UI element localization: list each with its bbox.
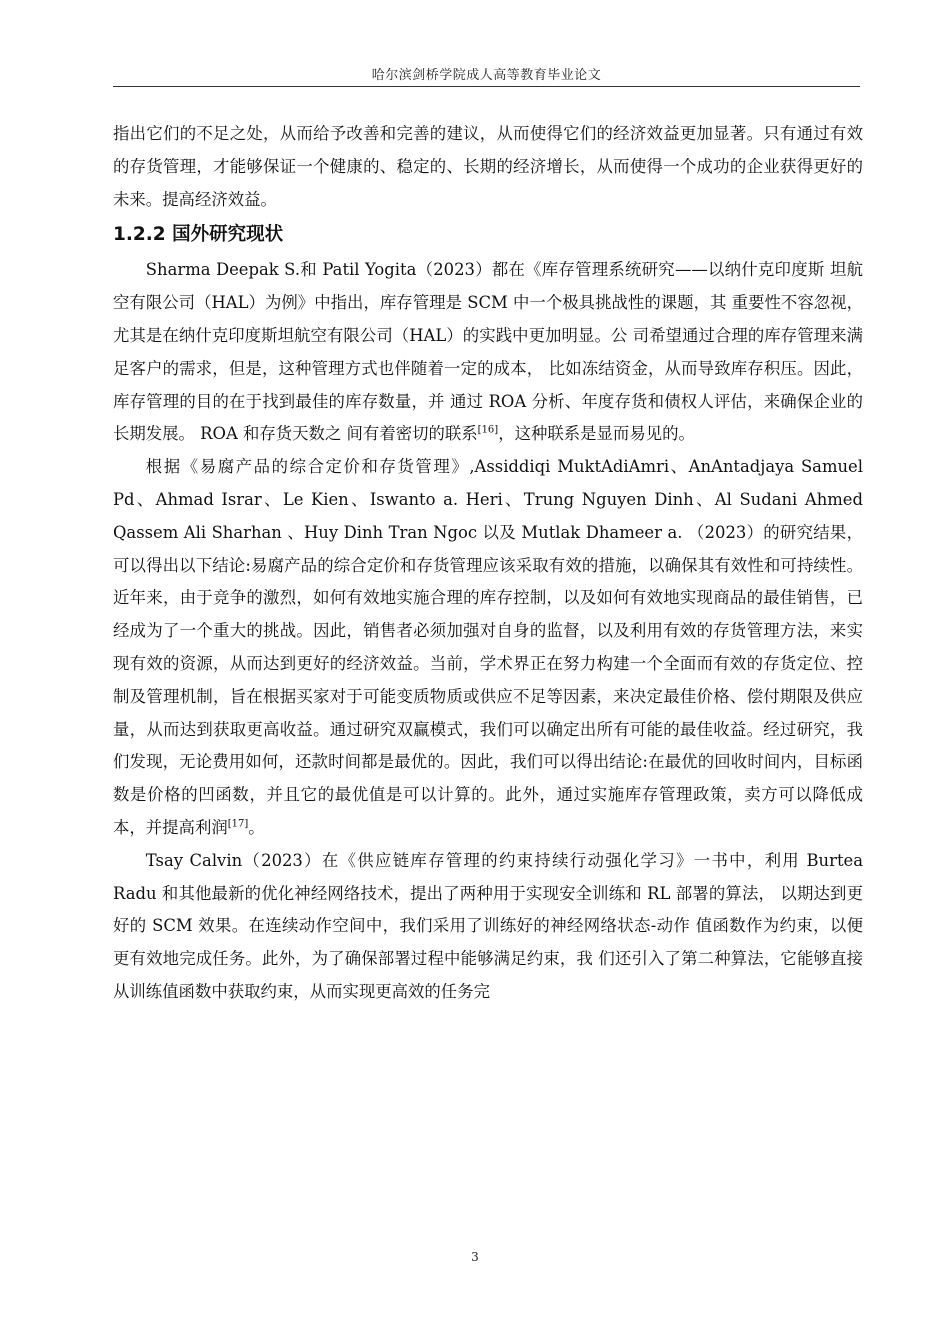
citation-16: [16]	[477, 424, 499, 436]
paragraph-assiddiqi-text: 根据《易腐产品的综合定价和存货管理》,Assiddiqi MuktAdiAmri、AnAntadjaya Samuel Pd、Ahmad Israr、Le Kien、Iswanto a. Heri、Trung Nguyen Dinh、Al Sudani Ahmed Qassem Ali Sharhan 、Huy Dinh Tran Ngoc 以及 Mutlak Dhameer a. （2023）的研究结果，可以得出以下结论:易腐产品的综合定价和存货管理应该采取有效的措施，以确保其有效性和可持续性。近年来，由于竞争的激烈，如何有效地实施合理的库存控制，以及如何有效地实现商品的最佳销售，已经成为了一个重大的挑战。因此，销售者必须加强对自身的监督，以及利用有效的存货管理方法，来实现有效的资源，从而达到更好的经济效益。当前，学术界正在努力构建一个全面而有效的存货定位、控制及管理机制，旨在根据买家对于可能变质物质或供应不足等因素，来决定最佳价格、偿付期限及供应量，从而达到获取更高收益。通过研究双赢模式，我们可以确定出所有可能的最佳收益。经过研究，我们发现，无论费用如何，还款时间都是最优的。因此，我们可以得出结论:在最优的回收时间内，目标函数是价格的凹函数，并且它的最优值是可以计算的。此外，通过实施库存管理政策，卖方可以降低成本，并提高利润	[113, 457, 863, 837]
paragraph-sharma	[113, 254, 863, 451]
paragraph-continued: 指出它们的不足之处，从而给予改善和完善的建议，从而使得它们的经济效益更加显著。只有通过有效的存货管理，才能够保证一个健康的、稳定的、长期的经济增长，从而使得一个成功的企业获得更好的未来。提高经济效益。	[113, 124, 863, 209]
paragraph-sharma-text: Sharma Deepak S.和 Patil Yogita（2023）都在《库存管理系统研究——以纳什克印度斯 坦航空有限公司（HAL）为例》中指出，库存管理是 SCM 中一个极具挑战性的课题，其 重要性不容忽视，尤其是在纳什克印度斯坦航空有限公司（HAL）的实践中更加明显。公 司希望通过合理的库存管理来满足客户的需求，但是，这种管理方式也伴随着一定的成本， 比如冻结资金，从而导致库存积压。因此，库存管理的目的在于找到最佳的库存数量，并 通过 ROA 分析、年度存货和债权人评估，来确保企业的长期发展。 ROA 和存货天数之 间有着密切的联系	[113, 260, 863, 444]
page-number: 3	[471, 1250, 479, 1264]
running-header: 哈尔滨剑桥学院成人高等教育毕业论文	[371, 68, 602, 83]
citation-17: [17]	[227, 818, 249, 830]
header-rule	[113, 86, 860, 87]
body-text	[113, 118, 863, 1009]
paragraph-assiddiqi-tail: 。	[248, 817, 265, 837]
paragraph-tsay: Tsay Calvin（2023）在《供应链库存管理的约束持续行动强化学习》一书中，利用 Burtea Radu 和其他最新的优化神经网络技术，提出了两种用于实现安全训练和 RL 部署的算法， 以期达到更好的 SCM 效果。在连续动作空间中，我们采用了训练好的神经网络状态-动作 值函数作为约束，以便更有效地完成任务。此外，为了确保部署过程中能够满足约束，我 们还引入了第二种算法，它能够直接从训练值函数中获取约束，从而实现更高效的任务完	[113, 850, 863, 1001]
section-heading: 1.2.2 国外研究现状	[113, 224, 284, 246]
paragraph-assiddiqi	[113, 451, 863, 845]
paragraph-sharma-tail: ，这种联系是显而易见的。	[498, 424, 695, 444]
